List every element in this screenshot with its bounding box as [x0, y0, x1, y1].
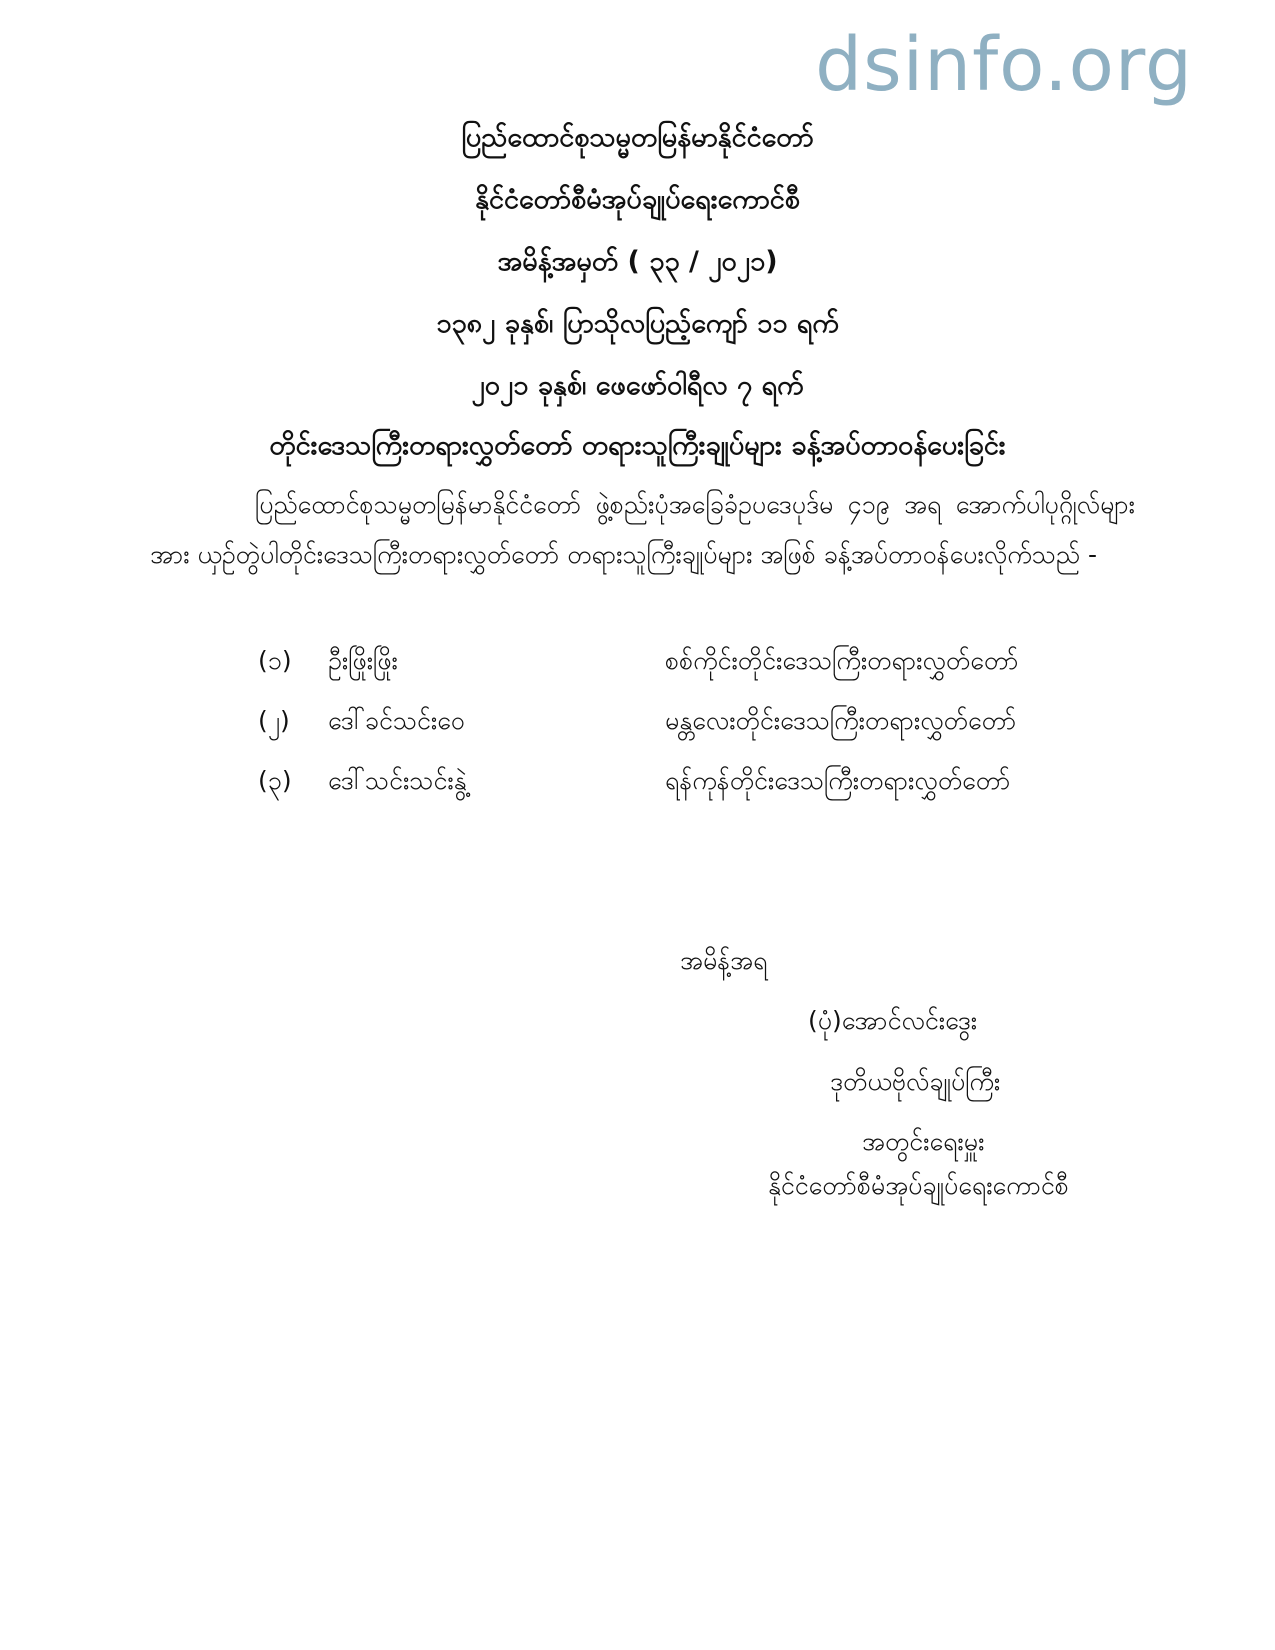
appointment-number: (၁): [258, 646, 292, 675]
country-name-heading: ပြည်ထောင်စုသမ္မတမြန်မာနိုင်ငံတော်: [461, 122, 814, 153]
watermark-logo: dsinfo.org: [815, 22, 1193, 108]
signatory-organization: နိုင်ငံတော်စီမံအုပ်ချုပ်ရေးကောင်စီ: [768, 1171, 1069, 1200]
assigned-court: ရန်ကုန်တိုင်းဒေသကြီးတရားလွှတ်တော်: [665, 766, 1011, 795]
appointee-name: ဒေါ်ခင်သင်းဝေ: [328, 706, 465, 735]
order-body-text: ပြည်ထောင်စုသမ္မတမြန်မာနိုင်ငံတော် ဖွဲ့စည်းပုံအခြေခံဥပဒေပုဒ်မ ၄၁၉ အရ အောက်ပါပုဂ္ဂိုလ်များအား ယှဉ်တွဲပါတိုင်းဒေသကြီးတရားလွှတ်တော် တရားသူကြီးချုပ်များ အဖြစ် ခန့်အပ်တာဝန်ပေးလိုက်သည် -: [150, 490, 1135, 569]
council-name-heading: နိုင်ငံတော်စီမံအုပ်ချုပ်ရေးကောင်စီ: [475, 184, 800, 215]
appointment-row: [0, 705, 1275, 745]
appointee-name: ဒေါ်သင်းသင်းနွဲ့: [328, 766, 467, 795]
order-body-paragraph: [150, 480, 1135, 580]
order-number: အမိန့်အမှတ် ( ၃၃ / ၂၀၂၁): [497, 246, 778, 277]
appointment-number: (၂): [258, 706, 290, 735]
order-title: တိုင်းဒေသကြီးတရားလွှတ်တော် တရားသူကြီးချုပ်များ ခန့်အပ်တာဝန်ပေးခြင်း: [269, 430, 1006, 461]
signatory-role: အတွင်းရေးမှူး: [862, 1127, 985, 1156]
appointment-row: [0, 765, 1275, 805]
assigned-court: စစ်ကိုင်းတိုင်းဒေသကြီးတရားလွှတ်တော်: [665, 646, 1019, 675]
signatory-rank: ဒုတိယဗိုလ်ချုပ်ကြီး: [830, 1067, 1001, 1096]
gregorian-date: ၂၀၂၁ ခုနှစ်၊ ဖေဖော်ဝါရီလ ၇ ရက်: [471, 370, 804, 401]
appointee-name: ဦးဖြိုးဖြိုး: [328, 646, 398, 675]
signatory-name: (ပုံ)အောင်လင်းဒွေး: [808, 1006, 978, 1035]
assigned-court: မန္တလေးတိုင်းဒေသကြီးတရားလွှတ်တော်: [665, 706, 1017, 735]
myanmar-calendar-date: ၁၃၈၂ ခုနှစ်၊ ပြာသိုလပြည့်ကျော် ၁၁ ရက်: [436, 308, 839, 339]
appointment-row: [0, 645, 1275, 685]
appointment-number: (၃): [258, 766, 292, 795]
by-order-label: အမိန့်အရ: [680, 946, 768, 975]
